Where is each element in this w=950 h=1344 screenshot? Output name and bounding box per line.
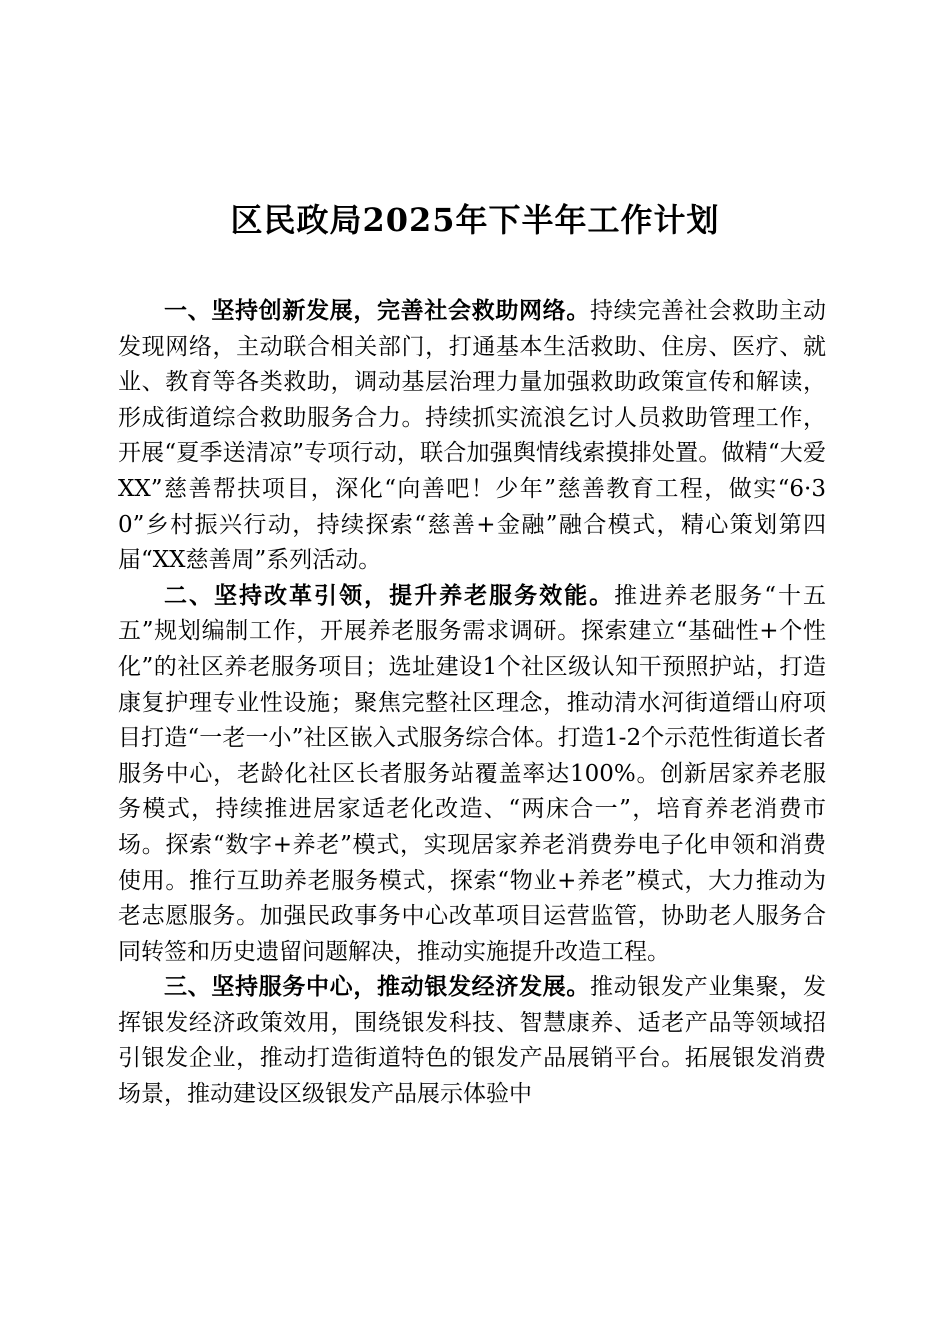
paragraph-3-heading: 三、坚持服务中心，推动银发经济发展。 bbox=[164, 974, 590, 1001]
paragraph-1-text: 持续完善社会救助主动发现网络，主动联合相关部门，打通基本生活救助、住房、医疗、就业、教育等各类救助，调动基层治理力量加强救助政策宣传和解读，形成街道综合救助服务合力。持续抓实流浪乞讨人员救助管理工作，开展“夏季送清凉”专项行动，联合加强舆情线索摸排处置。做精“大爱XX”慈善帮扶项目，深化“向善吧！少年”慈善教育工程，做实“6·30”乡村振兴行动，持续探索“慈善+金融”融合模式，精心策划第四届“XX慈善周”系列活动。 bbox=[118, 298, 827, 574]
paragraph-3-text: 推动银发产业集聚，发挥银发经济政策效用，围绕银发科技、智慧康养、适老产品等领域招引银发企业，推动打造街道特色的银发产品展销平台。拓展银发消费场景，推动建设区级银发产品展示体验中 bbox=[118, 974, 827, 1108]
paragraph-2-text: 推进养老服务“十五五”规划编制工作，开展养老服务需求调研。探索建立“基础性+个性化”的社区养老服务项目；选址建设1个社区级认知干预照护站，打造康复护理专业性设施；聚焦完整社区理念，推动清水河街道缙山府项目打造“一老一小”社区嵌入式服务综合体。打造1-2个示范性街道长者服务中心，老龄化社区长者服务站覆盖率达100%。创新居家养老服务模式，持续推进居家适老化改造、“两床合一”，培育养老消费市场。探索“数字+养老”模式，实现居家养老消费券电子化申领和消费使用。推行互助养老服务模式，探索“物业+养老”模式，大力推动为老志愿服务。加强民政事务中心改革项目运营监管，协助老人服务合同转签和历史遗留问题解决，推动实施提升改造工程。 bbox=[118, 582, 827, 965]
document-title: 区民政局2025年下半年工作计划 bbox=[230, 201, 720, 239]
paragraph-2 bbox=[118, 579, 826, 971]
paragraph-2-heading: 二、坚持改革引领，提升养老服务效能。 bbox=[164, 582, 615, 609]
paragraph-1-heading: 一、坚持创新发展，完善社会救助网络。 bbox=[164, 298, 590, 324]
paragraph-3 bbox=[118, 970, 826, 1112]
document-body bbox=[118, 294, 826, 1113]
paragraph-1 bbox=[118, 294, 826, 579]
